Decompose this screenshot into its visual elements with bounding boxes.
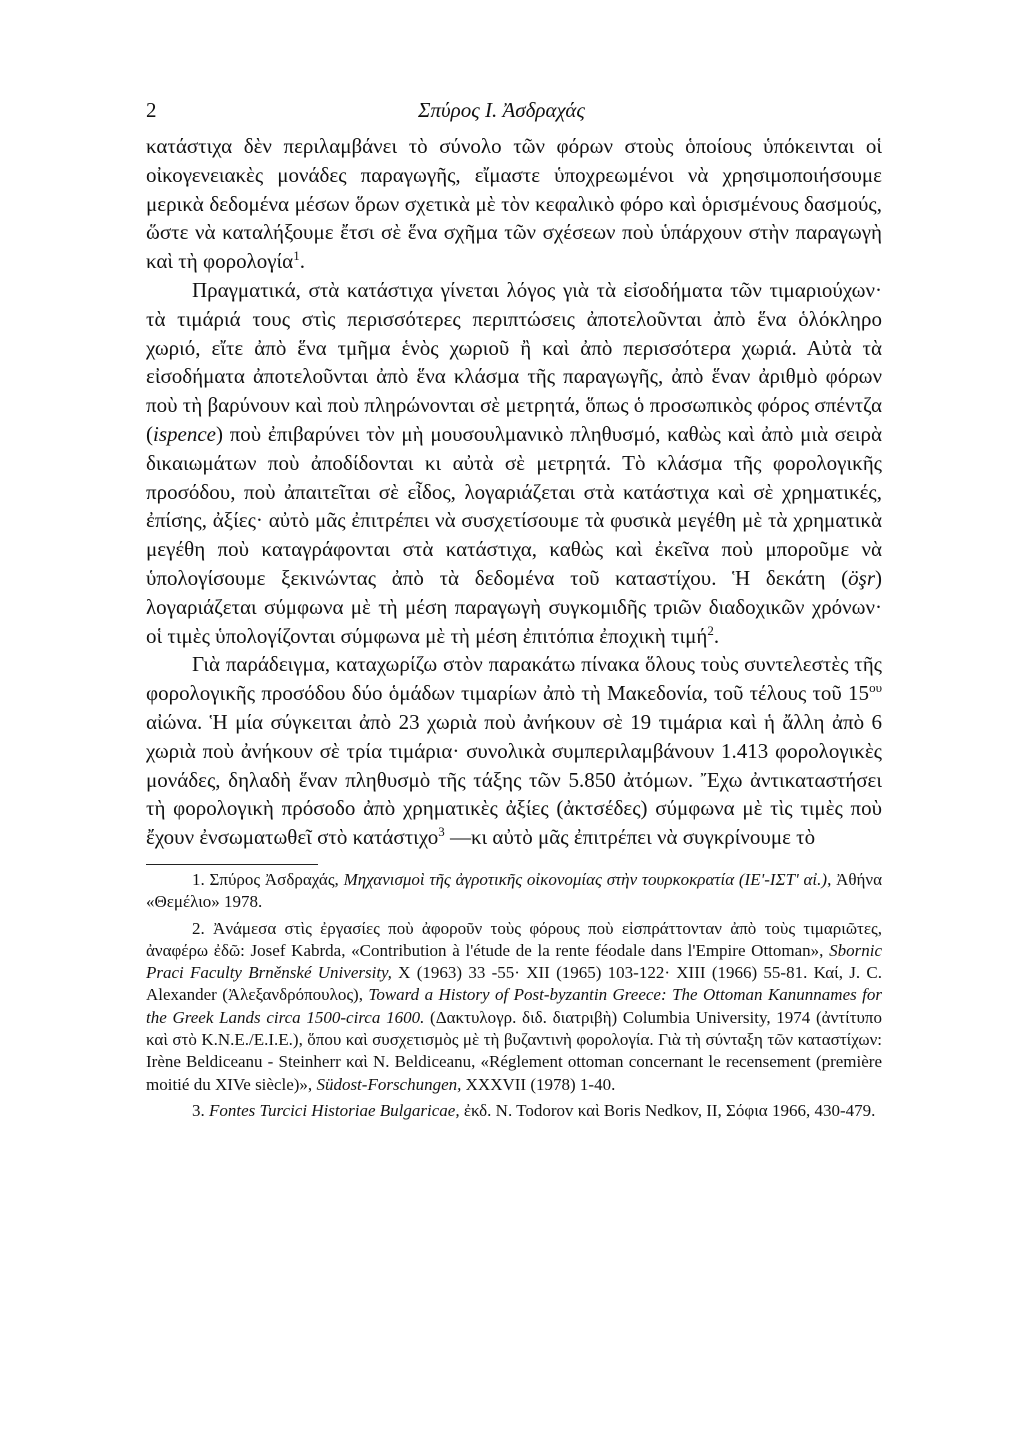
footnote-ref-3[interactable]: 3: [438, 824, 445, 840]
ordinal-suffix: ου: [869, 680, 882, 696]
footnote-1: 1. Σπύρος Ἀσδραχάς, Μηχανισμοὶ τῆς ἀγροτικῆς οἰκονομίας στὴν τουρκοκρατία (ΙΕ'-ΙΣΤ' αἰ.), Ἀθήνα «Θεμέλιο» 1978.: [146, 869, 883, 912]
paragraph-2: Πραγματικά, στὰ κατάστιχα γίνεται λόγος γιὰ τὰ εἰσοδήματα τῶν τιμαριούχων· τὰ τιμάριά τους στὶς περισσότερες περιπτώσεις ἀποτελοῦνται ἀπὸ ἕνα ὁλόκληρο χωριό, εἴτε ἀπὸ ἕνα τμῆμα ἑνὸς χωριοῦ ἢ καὶ ἀπὸ περισσότερα χωριά. Αὐτὰ τὰ εἰσοδήματα ἀποτελοῦνται ἀπὸ ἕνα κλάσμα τῆς παραγωγῆς, ἀπὸ ἕναν ἀριθμὸ φόρων ποὺ τὴ βαρύνουν καὶ ποὺ πληρώνονται σὲ μετρητά, ὅπως ὁ προσωπικὸς φόρος σπέντζα (ispence) ποὺ ἐπιβαρύνει τὸν μὴ μουσουλμανικὸ πληθυσμό, καθὼς καὶ ἀπὸ μιὰ σειρὰ δικαιωμάτων ποὺ ἀποδίδονται κι αὐτὰ σὲ μετρητά. Τὸ κλάσμα τῆς φορολογικῆς προσόδου, ποὺ ἀπαιτεῖται σὲ εἶδος, λογαριάζεται στὰ κατάστιχα καὶ σὲ χρηματικές, ἐπίσης, ἀξίες· αὐτὸ μᾶς ἐπιτρέπει νὰ συσχετίσουμε τὰ φυσικὰ μεγέθη μὲ τὰ χρηματικὰ μεγέθη ποὺ καταγράφονται στὰ κατάστιχα, καθὼς καὶ ἐκεῖνα ποὺ μποροῦμε νὰ ὑπολογίσουμε ξεκινώντας ἀπὸ τὰ δεδομένα τοῦ καταστίχου. Ἡ δεκάτη (öşr) λογαριάζεται σύμφωνα μὲ τὴ μέση παραγωγὴ συγκομιδῆς τριῶν διαδοχικῶν χρόνων· οἱ τιμὲς ὑπολογίζονται σύμφωνα μὲ τὴ μέση ἐπιτόπια ἐποχικὴ τιμή$^2$.: [146, 277, 882, 648]
term-osr: öşr: [848, 565, 875, 590]
page: [146, 92, 882, 1126]
paragraph-3: Γιὰ παράδειγμα, καταχωρίζω στὸν παρακάτω πίνακα ὅλους τοὺς συντελεστὲς τῆς φορολογικῆς προσόδου δύο ὁμάδων τιμαρίων ἀπὸ τὴ Μακεδονία, τοῦ τέλους τοῦ $15^{o\upsilon}$ αἰώνα. Ἡ μία σύγκειται ἀπὸ 23 χωριὰ ποὺ ἀνήκουν σὲ 19 τιμάρια καὶ ἡ ἄλλη ἀπὸ 6 χωριὰ ποὺ ἀνήκουν σὲ τρία τιμάρια· συνολικὰ συμπεριλαμβάνουν 1.413 φορολογικὲς μονάδες, δηλαδὴ ἕναν πληθυσμὸ τῆς τάξης τῶν 5.850 ἀτόμων. Ἔχω ἀντικαταστήσει τὴ φορολογικὴ πρόσοδο ἀπὸ χρηματικὲς ἀξίες (ἀκτσέδες) σύμφωνα μὲ τὶς τιμὲς ποὺ ἔχουν ἐνσωματωθεῖ στὸ κατάστιχο$^3$ —κι αὐτὸ μᾶς ἐπιτρέπει νὰ συγκρίνουμε τὸ: [146, 652, 882, 850]
paragraph-1: κατάστιχα δὲν περιλαμβάνει τὸ σύνολο τῶν φόρων στοὺς ὁποίους ὑπόκεινται οἱ οἰκογενειακὲς μονάδες παραγωγῆς, εἴμαστε ὑποχρεωμένοι νὰ χρησιμοποιήσουμε μερικὰ δεδομένα μέσων ὅρων σχετικὰ μὲ τὸν κεφαλικὸ φόρο καὶ ὁρισμένους δασμούς, ὥστε νὰ καταλήξουμε ἔτσι σὲ ἕνα σχῆμα τῶν σχέσεων ποὺ ὑπάρχουν στὴν παραγωγὴ καὶ τὴ φορολογία$^1$.: [146, 134, 882, 274]
footnote-3: 3. Fontes Turcici Historiae Bulgaricae, ἐκδ. N. Todorov καὶ Boris Nedkov, II, Σόφια 1966, 430-479.: [192, 1100, 876, 1120]
footnotes: [146, 860, 882, 1122]
footnote-ref-1[interactable]: 1: [293, 248, 300, 264]
running-title: Σπύρος Ι. Ἀσδραχάς: [418, 98, 585, 122]
footnote-ref-2[interactable]: 2: [707, 622, 714, 638]
footnote-2: 2. Ἀνάμεσα στὶς ἐργασίες ποὺ ἀφοροῦν τοὺς φόρους ποὺ εἰσπράττονταν ἀπὸ τοὺς τιμαριῶτες, ἀναφέρω ἐδῶ: Josef Kabrda, «Contribution à l'étude de la rente féodale dans l'Empire Ottoman», Sbornic Praci Faculty Brněnské University, X (1963) 33 -55· XII (1965) 103-122· XIII (1966) 55-81. Καί, J. C. Alexander (Ἀλεξανδρόπουλος), Toward a History of Post-byzantin Greece: The Ottoman Kanunnames for the Greek Lands circa 1500-circa 1600. (Δακτυλογρ. διδ. διατριβὴ) Columbia University, 1974 (ἀντίτυπο καὶ στὸ Κ.Ν.Ε./Ε.Ι.Ε.), ὅπου καὶ συσχετισμὸς μὲ τὴ βυζαντινὴ φορολογία. Γιὰ τὴ σύνταξη τῶν καταστίχων: Irène Beldiceanu - Steinherr καὶ N. Beldiceanu, «Réglement ottoman concernant le recensement (première moitié du XIVe siècle)», Südost-Forschungen, XXXVII (1978) 1-40.: [146, 918, 883, 1094]
term-ispence: ispence: [153, 421, 216, 446]
footnote-separator: [146, 864, 318, 865]
main-text: [146, 132, 882, 852]
running-head: [146, 92, 882, 132]
page-number: 2: [146, 98, 157, 122]
